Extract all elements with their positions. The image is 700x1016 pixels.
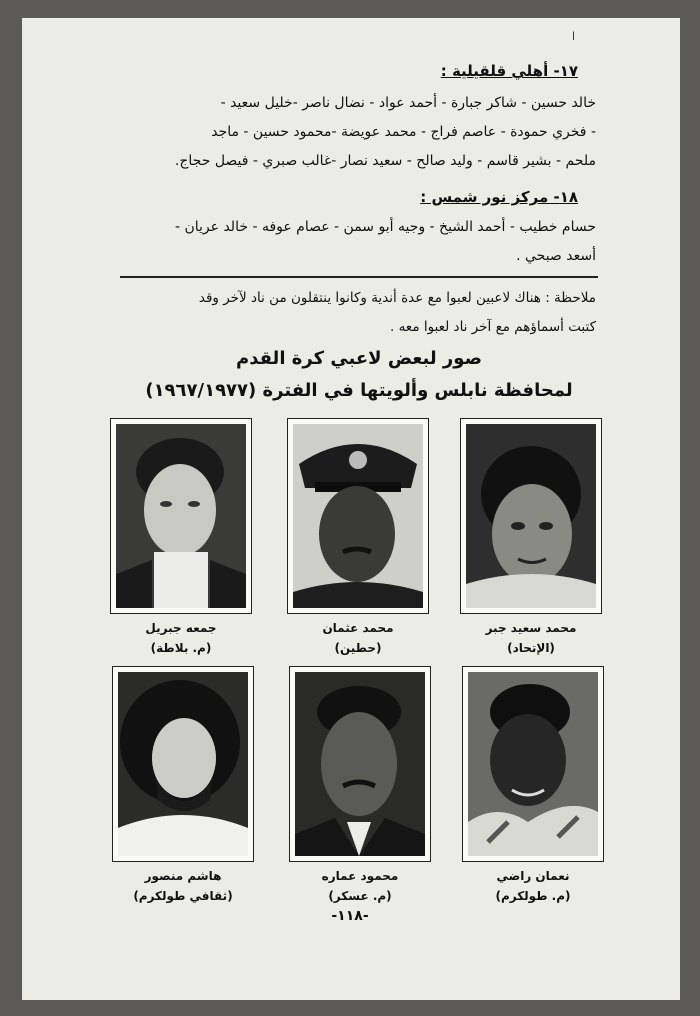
player-photo [287, 418, 429, 614]
section-17-names [96, 89, 596, 176]
section-18-heading: ١٨- مركز نور شمس : [420, 188, 578, 206]
player-club: (حطين) [334, 641, 382, 655]
player-club: (م. عسكر) [328, 889, 392, 903]
player-club: (م. بلاطة) [150, 641, 212, 655]
photo-caption [458, 866, 608, 906]
player-portrait-image [295, 672, 425, 856]
player-club: (م. طولكرم) [495, 889, 571, 903]
player-name: نعمان راضي [496, 869, 570, 883]
section-18-names [96, 213, 596, 271]
player-photo [110, 418, 252, 614]
section-17-line: ملحم - بشير قاسم - وليد صالح - سعيد نصار -غالب صبري - فيصل حجاج. [174, 153, 596, 169]
player-name: جمعه جبريل [145, 621, 217, 635]
player-photo [112, 666, 254, 862]
section-17-line: - فخري حمودة - عاصم فراج - محمد عويضة -محمود حسين - ماجد [211, 124, 596, 140]
player-portrait-image [118, 672, 248, 856]
player-photo [462, 666, 604, 862]
divider-line [120, 276, 598, 278]
player-club: (الإتحاد) [507, 641, 555, 655]
player-portrait-image [116, 424, 246, 608]
gallery-title: صور لبعض لاعبي كرة القدم [236, 348, 482, 369]
photo-caption [106, 618, 256, 658]
photo-caption [108, 866, 258, 906]
player-portrait-image [468, 672, 598, 856]
player-name: محمد عثمان [322, 621, 394, 635]
player-photo [460, 418, 602, 614]
photo-caption [285, 866, 435, 906]
section-18-line: أسعد صبحي . [516, 248, 596, 264]
note-line: كتبت أسماؤهم مع آخر ناد لعبوا معه . [389, 319, 596, 335]
player-portrait-image [466, 424, 596, 608]
photo-caption [283, 618, 433, 658]
section-17-heading: ١٧- أهلي قلقيلية : [440, 62, 578, 80]
photo-caption [456, 618, 606, 658]
page-corner-mark: ا [572, 30, 576, 43]
player-photo [289, 666, 431, 862]
section-17-line: خالد حسين - شاكر جبارة - أحمد عواد - نضال ناصر -خليل سعيد - [220, 95, 596, 111]
gallery-subtitle: لمحافظة نابلس وألويتها في الفترة (١٩٦٧/١٩٧٧) [145, 380, 573, 401]
player-club: (ثقافي طولكرم) [133, 889, 233, 903]
note-line: ملاحظة : هناك لاعبين لعبوا مع عدة أندية وكانوا ينتقلون من ناد لآخر وقد [198, 290, 596, 306]
note-paragraph [76, 284, 596, 342]
section-18-line: حسام خطيب - أحمد الشيخ - وجيه أبو سمن - عصام عوفه - خالد عريان - [174, 219, 596, 235]
page-number: -١١٨- [331, 908, 369, 924]
player-portrait-image [293, 424, 423, 608]
player-name: هاشم منصور [144, 869, 222, 883]
player-name: محمود عماره [321, 869, 399, 883]
player-name: محمد سعيد جبر [485, 621, 577, 635]
